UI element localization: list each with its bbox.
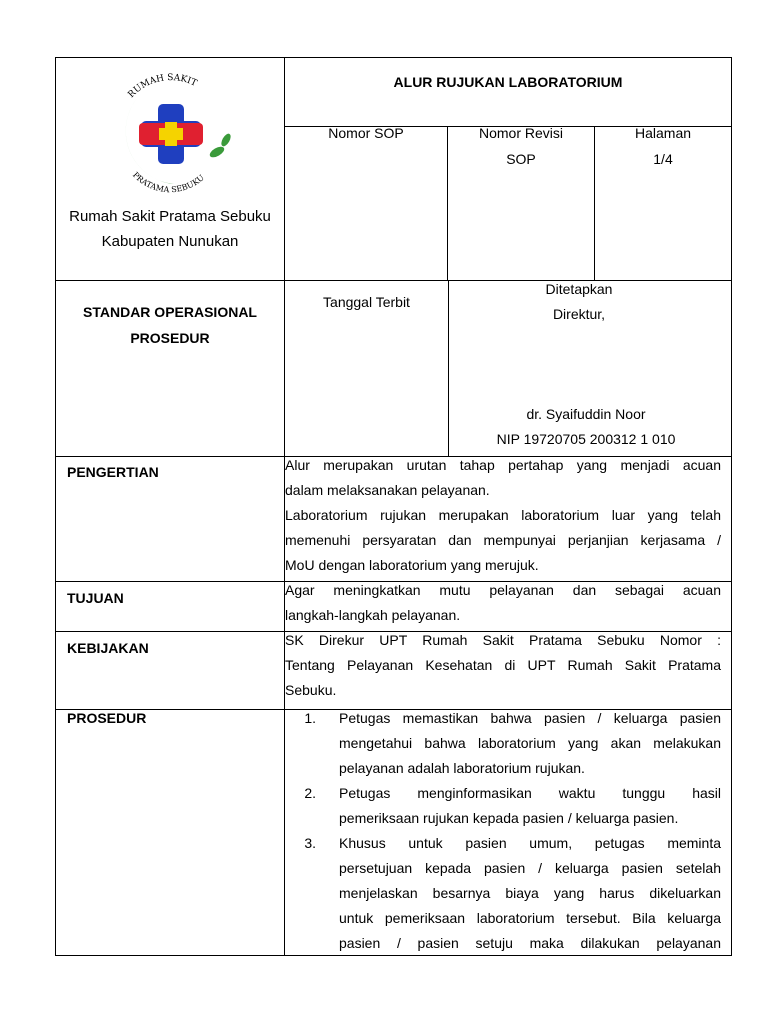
border-right [731, 57, 732, 955]
border-top [55, 57, 732, 58]
logo-text-top: RUMAH SAKIT [126, 73, 199, 101]
prosedur-item-line: Petugas menginformasikan waktu tunggu hasil [339, 785, 721, 801]
prosedur-item-line: pelayanan adalah laboratorium rujukan. [339, 760, 585, 776]
prosedur-item-number: 3. [304, 835, 316, 851]
tujuan-line: Agar meningkatkan mutu pelayanan dan sebagai acuan [285, 582, 721, 598]
nomor-revisi-label: Nomor Revisi [478, 125, 563, 141]
pengertian-line: memenuhi persyaratan dan mempunyai perjanjian kerjasama / [285, 532, 721, 548]
border-left [55, 57, 56, 955]
svg-text:RUMAH SAKIT [127, 73, 199, 100]
kebijakan-line: Tentang Pelayanan Kesehatan di UPT Rumah Sakit Pratama [285, 657, 721, 673]
pengertian-line: dalam melaksanakan pelayanan. [285, 482, 490, 498]
sop-label: STANDAR OPERASIONAL [83, 304, 257, 320]
prosedur-item-line: untuk pemeriksaan laboratorium tersebut. Bila keluarga [339, 910, 721, 926]
prosedur-item-number: 1. [304, 710, 316, 726]
nomor-revisi-label-2: SOP [506, 151, 536, 167]
tanggal-terbit-label: Tanggal Terbit [323, 294, 410, 310]
halaman-label: Halaman [634, 125, 692, 141]
kebijakan-line: SK Direkur UPT Rumah Sakit Pratama Sebuku Nomor : [285, 632, 721, 648]
document-title: ALUR RUJUKAN LABORATORIUM [393, 74, 623, 90]
kebijakan-label: KEBIJAKAN [67, 640, 149, 656]
prosedur-item-number: 2. [304, 785, 316, 801]
tujuan-line: langkah-langkah pelayanan. [285, 607, 461, 623]
pengertian-label: PENGERTIAN [67, 464, 159, 480]
kebijakan-line: Sebuku. [285, 682, 337, 698]
pengertian-line: Alur merupakan urutan tahap pertahap yang menjadi acuan [285, 457, 721, 473]
sop-label-2: PROSEDUR [130, 330, 210, 346]
svg-text:PRATAMA SEBUKU [131, 170, 206, 194]
prosedur-item-line: Khusus untuk pasien umum, petugas meminta [339, 835, 721, 851]
prosedur-item-line: mengetahui bahwa laboratorium yang akan melakukan [339, 735, 721, 751]
prosedur-item-line: pemeriksaan rujukan kepada pasien / keluarga pasien. [339, 810, 679, 826]
hospital-logo [105, 68, 235, 196]
prosedur-item-line: menjelaskan besarnya biaya yang harus dikeluarkan [339, 885, 721, 901]
logo-text-bottom: PRATAMA SEBUKU [130, 170, 206, 195]
pengertian-line: MoU dengan laboratorium yang merujuk. [285, 557, 539, 573]
tujuan-label: TUJUAN [67, 590, 124, 606]
prosedur-item-line: persetujuan kepada pasien / keluarga pasien setelah [339, 860, 721, 876]
hospital-name: Rumah Sakit Pratama Sebuku [69, 208, 271, 225]
pengertian-line: Laboratorium rujukan merupakan laboratorium luar yang telah [285, 507, 721, 523]
hospital-region: Kabupaten Nunukan [101, 233, 239, 250]
hospital-logo-graphic [105, 68, 235, 196]
signer-name: dr. Syaifuddin Noor [526, 406, 646, 422]
halaman-value: 1/4 [653, 151, 673, 167]
ditetapkan-label: Ditetapkan [545, 281, 613, 297]
prosedur-item-line: pasien / pasien setuju maka dilakukan pelayanan [339, 935, 721, 951]
nomor-sop-label: Nomor SOP [328, 125, 404, 141]
prosedur-label: PROSEDUR [67, 710, 147, 726]
direktur-label: Direktur, [552, 306, 606, 322]
prosedur-item-line: Petugas memastikan bahwa pasien / keluarga pasien [339, 710, 721, 726]
signer-nip: NIP 19720705 200312 1 010 [496, 431, 676, 447]
